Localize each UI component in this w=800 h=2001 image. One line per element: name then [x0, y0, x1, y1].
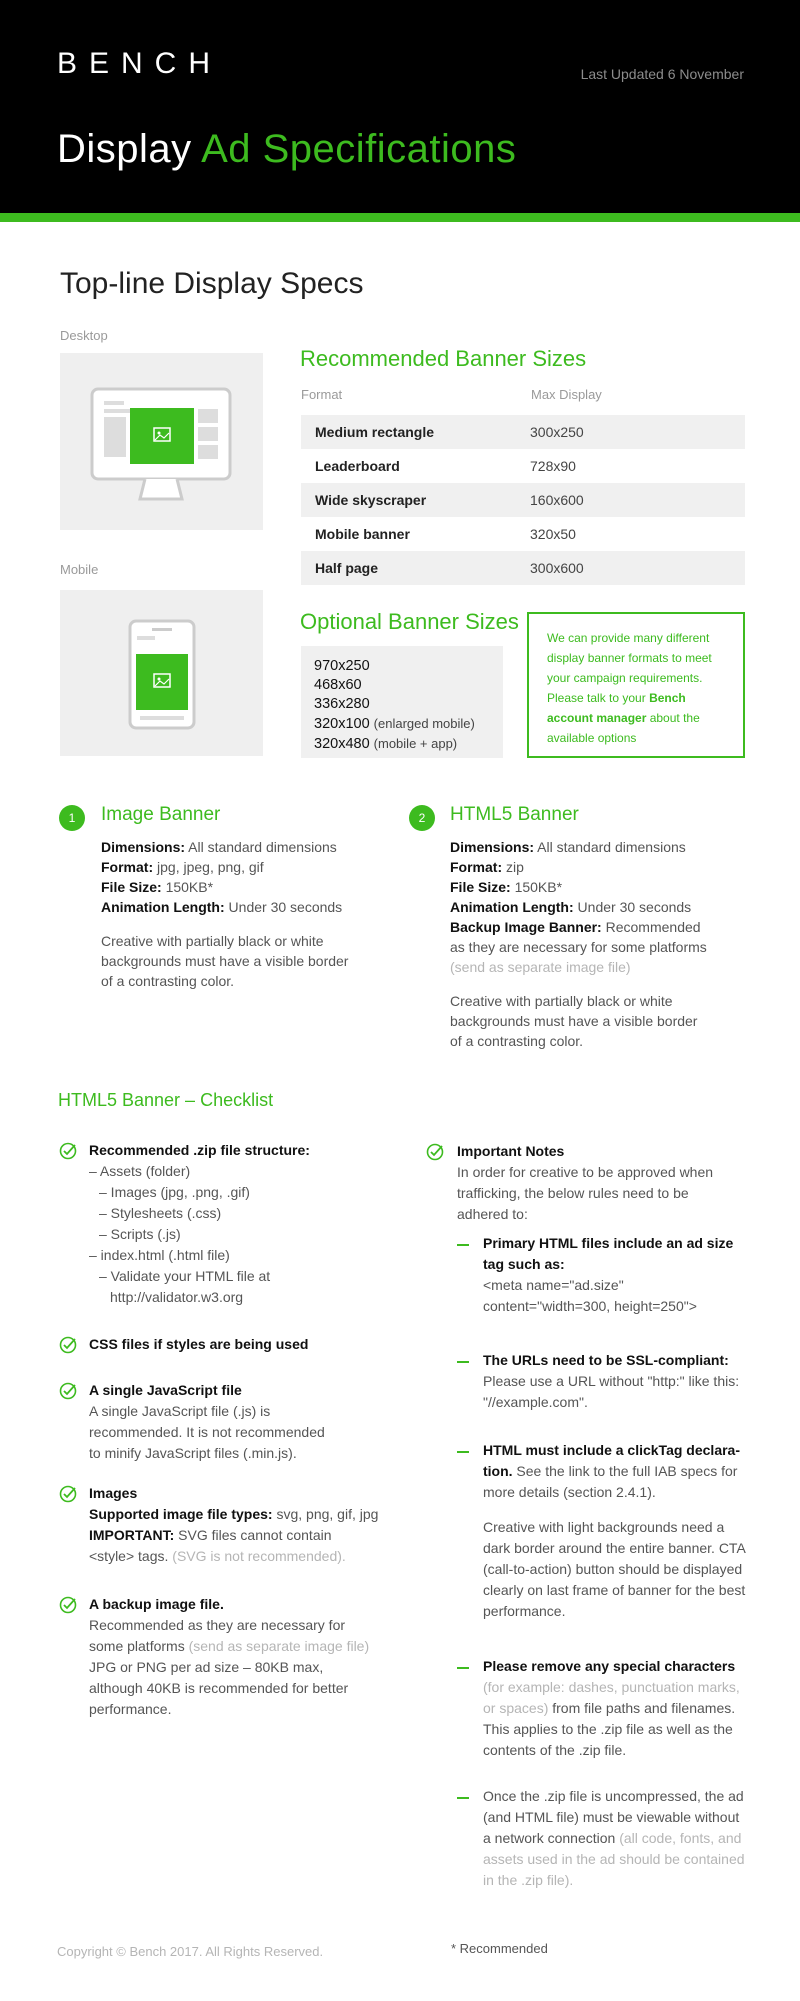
html5-banner-heading: HTML5 Banner [450, 804, 579, 825]
recommended-sizes-table [301, 415, 745, 585]
check-circle-icon [59, 1142, 77, 1160]
dash-marker [457, 1797, 469, 1799]
checklist-images: Images Supported image file types: svg, png, gif, jpg IMPORTANT: SVG files cannot contain <style> tags. (SVG is not recommended). [89, 1485, 379, 1564]
header-accent-line [0, 213, 800, 222]
title-part-2: Ad Specifications [201, 127, 517, 171]
mobile-label: Mobile [60, 562, 99, 577]
optional-heading: Optional Banner Sizes [300, 609, 519, 634]
optional-size: 320x100 (enlarged mobile) [314, 716, 475, 732]
format-cell: Half page [315, 560, 379, 576]
page-header [0, 0, 800, 213]
last-updated: Last Updated 6 November [580, 66, 744, 82]
check-circle-icon [59, 1382, 77, 1400]
check-circle-icon [59, 1596, 77, 1614]
format-cell: Medium rectangle [315, 424, 435, 440]
bench-logo: BENCH [57, 47, 223, 80]
table-row [301, 449, 745, 483]
title-part-1: Display [57, 127, 192, 171]
size-cell: 160x600 [530, 492, 584, 508]
size-cell: 728x90 [530, 458, 576, 474]
optional-size: 468x60 [314, 677, 362, 693]
recommended-heading: Recommended Banner Sizes [300, 346, 587, 371]
optional-size: 320x480 (mobile + app) [314, 736, 458, 752]
checklist-css: CSS files if styles are being used [89, 1336, 309, 1352]
topline-heading: Top-line Display Specs [60, 267, 364, 300]
image-banner-heading: Image Banner [101, 804, 221, 825]
step-1-badge: 1 [59, 805, 85, 831]
check-circle-icon [59, 1485, 77, 1503]
table-row [301, 517, 745, 551]
col-format: Format [301, 387, 343, 402]
optional-sizes-box [301, 646, 503, 758]
check-circle-icon [426, 1143, 444, 1161]
col-max-display: Max Display [531, 387, 602, 402]
checklist-zip-structure: Recommended .zip file structure: – Assets (folder) – Images (jpg, .png, .gif) – Stylesheets (.css) – Scripts (.js) – index.html (.html file) – Validate your HTML file at http://validator.w3.org [89, 1142, 310, 1305]
check-circle-icon [59, 1336, 77, 1354]
recommended-footnote: * Recommended [451, 1941, 548, 1956]
dash-marker [457, 1451, 469, 1453]
note-special-characters: Please remove any special characters (for example: dashes, punctuation marks, or spaces) from file paths and filenames. This applies to the .zip file as well as the contents of the .zip file. [483, 1658, 740, 1758]
step-2-badge: 2 [409, 805, 435, 831]
page-title [57, 127, 516, 172]
optional-size: 336x280 [314, 696, 370, 712]
note-offline: Once the .zip file is uncompressed, the ad (and HTML file) must be viewable without a network connection (all code, fonts, and assets used in the ad should be contained in the .zip file). [483, 1788, 745, 1888]
mobile-phone-icon [60, 590, 263, 756]
dash-marker [457, 1667, 469, 1669]
format-cell: Leaderboard [315, 458, 400, 474]
note-ad-size-tag: Primary HTML files include an ad size tag such as: <meta name="ad.size" content="width=300, height=250"> [483, 1235, 734, 1314]
format-cell: Wide skyscraper [315, 492, 427, 508]
checklist-heading: HTML5 Banner – Checklist [58, 1090, 274, 1110]
desktop-label: Desktop [60, 328, 108, 343]
table-row [301, 415, 745, 449]
note-ssl: The URLs need to be SSL-compliant: Please use a URL without "http:" like this: "//example.com". [483, 1352, 740, 1410]
dash-marker [457, 1361, 469, 1363]
copyright: Copyright © Bench 2017. All Rights Reserved. [57, 1944, 324, 1959]
size-cell: 320x50 [530, 526, 576, 542]
desktop-monitor-icon [60, 353, 263, 530]
checklist-javascript: A single JavaScript file A single JavaScript file (.js) is recommended. It is not recommended to minify JavaScript files (.min.js). [89, 1382, 325, 1461]
note-clicktag: HTML must include a clickTag declara-tion. See the link to the full IAB specs for more details (section 2.4.1). Creative with light backgrounds need a dark border around the entire banner. CTA (call-to-action) button should be displayed clearly on last frame of banner for the best performance. [483, 1442, 746, 1619]
account-manager-note: We can provide many different display banner formats to meet your campaign requirements. Please talk to your Bench account manager about the available options [527, 612, 745, 758]
format-cell: Mobile banner [315, 526, 410, 542]
desktop-illustration [60, 353, 263, 530]
important-notes: Important Notes In order for creative to be approved when trafficking, the below rules need to be adhered to: [457, 1143, 714, 1222]
table-row [301, 551, 745, 585]
size-cell: 300x600 [530, 560, 584, 576]
checklist-backup-image: A backup image file. Recommended as they are necessary for some platforms (send as separate image file) JPG or PNG per ad size – 80KB max, although 40KB is recommended for better performance. [89, 1596, 370, 1717]
dash-marker [457, 1244, 469, 1246]
html5-banner-specs: Dimensions: All standard dimensions Format: zip File Size: 150KB* Animation Length: Under 30 seconds Backup Image Banner: Recommended as they are necessary for some platforms (send as separate image file) Creative with partially black or white backgrounds must have a visible border of a contrasting color. [450, 839, 707, 1049]
size-cell: 300x250 [530, 424, 584, 440]
table-row [301, 483, 745, 517]
mobile-illustration [60, 590, 263, 756]
image-banner-specs: Dimensions: All standard dimensions Format: jpg, jpeg, png, gif File Size: 150KB* Animation Length: Under 30 seconds Creative with partially black or white backgrounds must have a visible border of a contrasting color. [101, 839, 349, 989]
optional-size: 970x250 [314, 658, 370, 674]
